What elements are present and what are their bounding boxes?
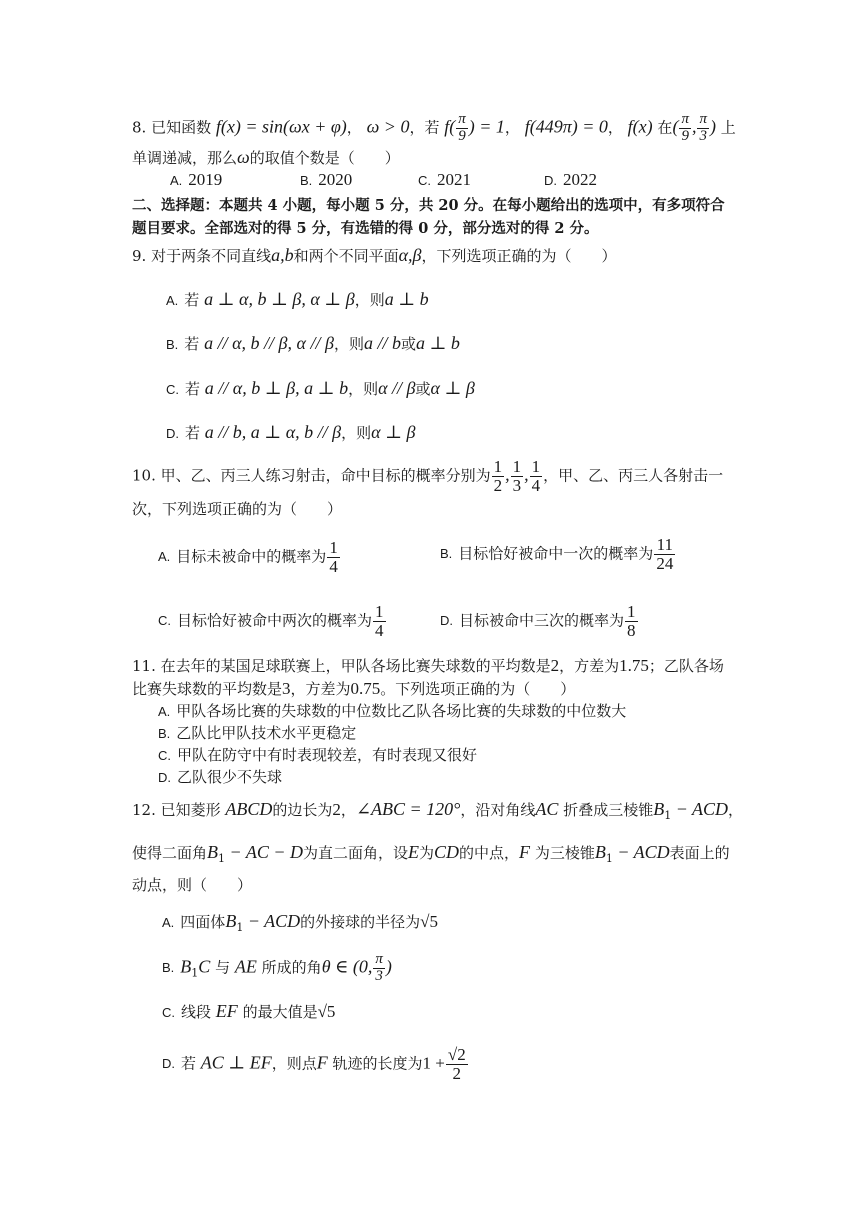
section-heading-line1: 二、选择题：本题共 4 小题，每小题 5 分，共 20 分。在每小题给出的选项中，有多项符合	[132, 197, 725, 214]
q9-option-a[interactable]: A. 若 a ⊥ α, b ⊥ β, α ⊥ β，则a ⊥ b	[166, 289, 429, 309]
q8-option-c[interactable]: C. 2021	[418, 170, 471, 189]
fraction: $\frac{\pi}{9}$	[681, 111, 689, 144]
q11-stem-line2: 比赛失球数的平均数是3，方差为0.75。下列选项正确的为（ ）	[132, 679, 576, 698]
q11-option-c[interactable]: C. 甲队在防守中有时表现较差，有时表现又很好	[158, 746, 478, 764]
q9-option-d[interactable]: D. 若 a // b, a ⊥ α, b // β，则α ⊥ β	[166, 422, 416, 442]
fraction: $\frac{1}{4}$	[329, 538, 338, 576]
q11-option-a[interactable]: A. 甲队各场比赛的失球数的中位数比乙队各场比赛的失球数的中位数大	[158, 702, 627, 720]
fraction: $\frac{\pi}{3}$	[375, 951, 383, 984]
q12-option-a[interactable]: A. 四面体$B_1$ − ACD的外接球的半径为√5	[162, 911, 438, 934]
fraction: $\frac{1}{8}$	[627, 602, 636, 640]
section-heading-line2: 题目要求。全部选对的得 5 分，有选错的得 0 分，部分选对的得 2 分。	[132, 220, 599, 237]
q10-option-a[interactable]: A. 目标未被命中的概率为 $\frac{1}{4}$	[158, 538, 338, 576]
q11-option-d[interactable]: D. 乙队很少不失球	[158, 768, 283, 786]
q8-option-a[interactable]: A. 2019	[170, 170, 223, 189]
q12-stem-line1: 12. 已知菱形 ABCD的边长为2，∠ABC = 120°，沿对角线AC 折叠成三棱锥$B_1$ − ACD，	[132, 799, 744, 822]
q8-option-d[interactable]: D. 2022	[544, 170, 597, 189]
q11-option-b[interactable]: B. 乙队比甲队技术水平更稳定	[158, 724, 357, 742]
q12-option-d[interactable]: D. 若 AC ⊥ EF，则点F 轨迹的长度为1 + $\frac{√2}{2}$	[162, 1045, 466, 1083]
q9-option-c[interactable]: C. 若 a // α, b ⊥ β, a ⊥ b，则α // β或α ⊥ β	[166, 378, 475, 398]
q9-option-b[interactable]: B. 若 a // α, b // β, α // β，则a // b或a ⊥ b	[166, 333, 460, 353]
q10-stem-line1: 10. 甲、乙、丙三人练习射击，命中目标的概率分别为 $\frac{1}{2}$ , $\frac{1}{3}$ , $\frac{1}{4}$ ，甲、乙、丙三人各射击一	[132, 457, 724, 495]
q9-stem: 9. 对于两条不同直线a,b和两个不同平面α,β，下列选项正确的为（ ）	[132, 245, 617, 265]
q10-option-b[interactable]: B. 目标恰好被命中一次的概率为 $\frac{11}{24}$	[440, 535, 674, 573]
q8-stem-line1: 8. 已知函数 f(x) = sin(ωx + φ)， ω > 0，若 f( $\frac{\pi}{9}$ ) = 1， f(449π) = 0， f(x) 在( $\frac{\pi}{9}$ , $\frac{\pi}{3}$ ) 上	[132, 111, 736, 144]
q10-option-c[interactable]: C. 目标恰好被命中两次的概率为 $\frac{1}{4}$	[158, 602, 384, 640]
fraction: $\frac{1}{4}$	[531, 457, 541, 495]
fraction: $\frac{11}{24}$	[656, 535, 674, 573]
fraction: $\frac{1}{4}$	[375, 602, 384, 640]
q12-option-b[interactable]: B. $B_1C$ 与 AE 所成的角θ ∈ (0, $\frac{\pi}{3}$ )	[162, 951, 392, 984]
fraction: $\frac{1}{2}$	[493, 457, 503, 495]
q8-option-b[interactable]: B. 2020	[300, 170, 353, 189]
q11-stem-line1: 11. 在去年的某国足球联赛上，甲队各场比赛失球数的平均数是2，方差为1.75；乙队各场	[132, 656, 724, 675]
q12-stem-line2: 使得二面角$B_1$ − AC − D为直二面角，设E为CD的中点，F 为三棱锥$B_1$ − ACD表面上的	[132, 842, 730, 865]
fraction: $\frac{\pi}{3}$	[699, 111, 707, 144]
fraction: $\frac{√2}{2}$	[447, 1045, 466, 1083]
q10-stem-line2: 次，下列选项正确的为（ ）	[132, 500, 343, 518]
q8-stem-line2: 单调递减，那么ω的取值个数是（ ）	[132, 147, 400, 167]
q12-option-c[interactable]: C. 线段 EF 的最大值是√5	[162, 1001, 336, 1021]
fraction: $\frac{1}{3}$	[512, 457, 522, 495]
fraction: $\frac{\pi}{9}$	[458, 111, 466, 144]
q12-stem-line3: 动点，则（ ）	[132, 876, 253, 894]
q10-option-d[interactable]: D. 目标被命中三次的概率为 $\frac{1}{8}$	[440, 602, 636, 640]
